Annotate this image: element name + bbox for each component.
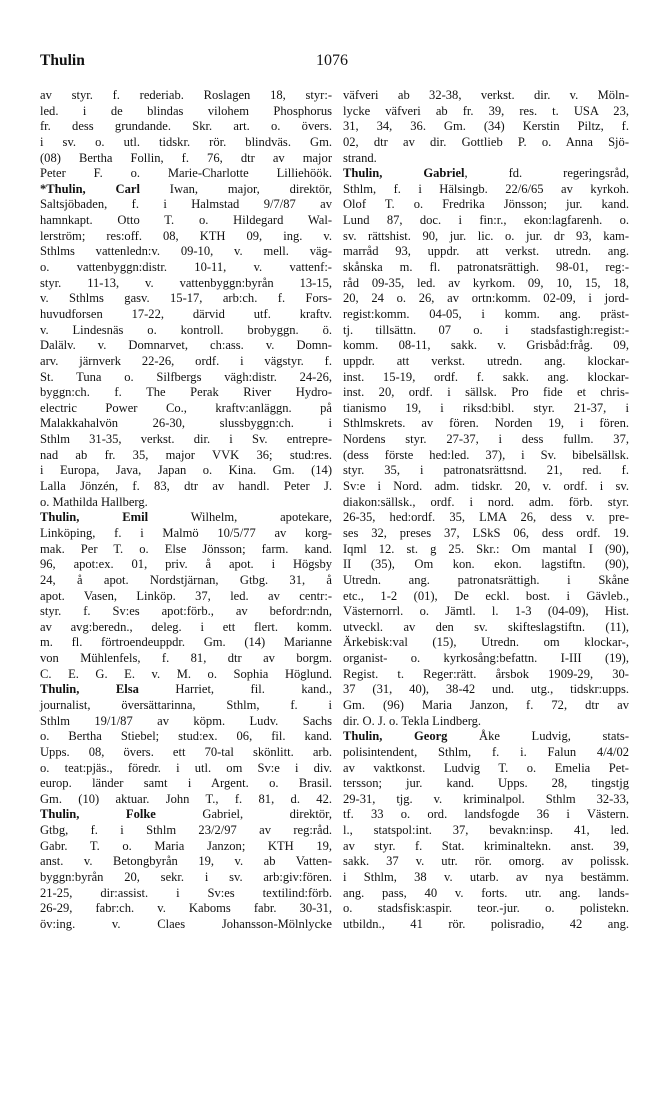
- text-line: 26-35, hed:ordf. 35, LMA 26, dess v. pre-: [343, 510, 629, 525]
- text-line: C. E. G. E. v. M. o. Sophia Höglund.: [40, 666, 332, 681]
- text-line: diakon:sällsk., ordf. i nord. adm. förb. styr.: [343, 494, 629, 509]
- text-line: 02, dtr av dir. Gottlieb P. o. Anna Sjö-: [343, 134, 629, 149]
- text-line: Västernorrl. o. Jämtl. l. 1-3 (04-09), Hist.: [343, 604, 629, 619]
- text-line: i Europa, Java, Japan o. Kina. Gm. (14): [40, 463, 332, 478]
- running-head-name: Thulin: [40, 52, 85, 69]
- text-line: styr. f. Sv:es apot:förb., av befordr:ndn,: [40, 604, 332, 619]
- text-line: Linköping, f. i Malmö 10/5/77 av korg-: [40, 525, 332, 540]
- text-line: polisintendent, Sthlm, f. i. Falun 4/4/02: [343, 744, 629, 759]
- text-line: Thulin, Folke Gabriel, direktör,: [40, 807, 332, 822]
- text-line: m. fl. förtroendeuppdr. Gm. (14) Marianne: [40, 635, 332, 650]
- text-line: Ärkebisk:val (15), Utredn. om klockar-,: [343, 635, 629, 650]
- text-line: Sthlm, f. i Hälsingb. 22/6/65 av kyrkoh.: [343, 181, 629, 196]
- text-line: Regist. t. Reger:rätt. årsbok 1909-29, 30-: [343, 666, 629, 681]
- text-line: Gm. (96) Maria Janzon, f. 72, dtr av: [343, 697, 629, 712]
- text-line: inst. 15-19, ordf. f. sakk. ang. klockar-: [343, 369, 629, 384]
- text-line: 29-31, tjg. v. kriminalpol. Sthlm 32-33,: [343, 791, 629, 806]
- text-line: Thulin, Elsa Harriet, fil. kand.,: [40, 682, 332, 697]
- text-line: 96, apot:ex. 01, priv. å apot. i Högsby: [40, 557, 332, 572]
- text-line: journalist, översättarinna, Sthlm, f. i: [40, 697, 332, 712]
- left-column: [40, 88, 332, 933]
- text-line: dir. O. J. o. Tekla Lindberg.: [343, 713, 482, 728]
- text-line: o. Bertha Stiebel; stud:ex. 06, fil. kand.: [40, 729, 332, 744]
- text-line: Sthlmskrets. av fören. Norden 19, i fören.: [343, 416, 629, 431]
- text-line: väfveri ab 32-38, verkst. dir. v. Möln-: [343, 88, 629, 102]
- text-line: i Sthlm, 38 v. utarb. av nya bestämm.: [343, 870, 629, 885]
- text-line: 31, 34, 36. Gm. (34) Kerstin Piltz, f.: [343, 119, 629, 134]
- text-line: mak. Per T. o. Else Jönsson; farm. kand.: [40, 541, 332, 556]
- text-line: hamnkapt. Otto T. o. Hildegard Wal-: [40, 213, 332, 228]
- text-line: v. Lindesnäs o. kontroll. brobyggn. ö.: [40, 322, 332, 337]
- text-line: Malakkahalvön 26-30, slussbyggn:ch. i: [40, 416, 332, 431]
- text-line: Gtbg, f. i Sthlm 23/2/97 av reg:råd.: [40, 823, 332, 838]
- text-line: Thulin, Gabriel, fd. regeringsråd,: [343, 166, 629, 181]
- text-line: l., statspol:int. 37, bevakn:insp. 41, led.: [343, 823, 629, 838]
- text-line: led. i de blindas vilohem Phosphorus: [40, 103, 332, 118]
- page-number: 1076: [316, 52, 348, 69]
- text-line: Sthlm 19/1/87 av köpm. Ludv. Sachs: [40, 713, 332, 728]
- text-line: strand.: [343, 150, 377, 165]
- text-line: Lund 87, doc. i fin:r., ekon:lagfarenh. o.: [343, 213, 629, 228]
- text-line: o. teat:pjäs., föredr. i utl. om Sv:e i div.: [40, 760, 332, 775]
- text-line: av styr. f. Stat. kriminaltekn. anst. 39,: [343, 838, 629, 853]
- text-line: o. stadsfisk:aspir. teor.-jur. o. polistekn.: [343, 901, 629, 916]
- right-column: [343, 88, 629, 933]
- text-line: II (35), Om kon. ekon. lagstiftn. (90),: [343, 557, 629, 572]
- entry-headword: *Thulin, Carl: [40, 181, 140, 196]
- text-line: Olof T. o. Fredrika Jönsson; jur. kand.: [343, 197, 629, 212]
- text-line: v. Sthlms gasv. 15-17, arb:ch. f. Fors-: [40, 291, 332, 306]
- text-line: (dess förste hed:led. 37), i Sv. bibelsällsk.: [343, 447, 629, 462]
- text-line: ses 32, preses 37, LSkS 06, dess ordf. 19.: [343, 525, 629, 540]
- text-line: styr. 11-13, v. vattenbyggn:byrån 13-15,: [40, 275, 332, 290]
- text-line: lerström; res:off. 08, KTH 09, ing. v.: [40, 228, 332, 243]
- text-line: tersson; jur. kand. Upps. 28, tingstjg: [343, 776, 629, 791]
- text-line: av vaktkonst. Ludvig T. o. Emelia Pet-: [343, 760, 629, 775]
- entry-headword: Thulin, Folke: [40, 807, 156, 822]
- text-line: anst. v. Betongbyrån 19, v. ab Vatten-: [40, 854, 332, 869]
- text-line: råd 09-35, led. av kyrkom. 09, 10, 15, 18,: [343, 275, 629, 290]
- text-line: utveckl. av den sv. skifteslagstiftn. (11),: [343, 619, 629, 634]
- text-line: sv. rättshist. 90, jur. lic. o. jur. dr 93, kam-: [343, 228, 629, 243]
- text-line: 37 (31, 40), 38-42 und. utg., tidskr:upps.: [343, 682, 629, 697]
- text-line: 21-25, dir:assist. i Sv:es textilind:förb.: [40, 885, 332, 900]
- text-line: Sthlms vattenledn:v. 09-10, v. mell. väg-: [40, 244, 332, 259]
- entry-headword: Thulin, Gabriel: [343, 166, 465, 181]
- text-line: inst. 20, ordf. i sällsk. Pro fide et chris-: [343, 385, 629, 400]
- text-line: av styr. f. rederiab. Roslagen 18, styr:-: [40, 88, 332, 102]
- text-line: apot. Vasen, Linköp. 37, led. av centr:-: [40, 588, 332, 603]
- text-line: uppdr. att verkst. utredn. ang. klockar-: [343, 353, 629, 368]
- text-line: o. vattenbyggn:distr. 10-11, v. vattenf:-: [40, 260, 332, 275]
- text-line: organist- o. kyrkosång:befattn. I-III (19),: [343, 651, 629, 666]
- text-line: tianismo 19, i riksd:bibl. styr. 21-37, i: [343, 400, 629, 415]
- text-line: byggn:ch. f. The Perak River Hydro-: [40, 385, 332, 400]
- text-line: komm. 08-11, sakk. v. Grisbåd:fråg. 09,: [343, 338, 629, 353]
- page-header: [40, 52, 624, 74]
- text-line: huvudforsen 17-22, därvid utf. kraftv.: [40, 306, 332, 321]
- text-line: öv:ing. v. Claes Johansson-Mölnlycke: [40, 916, 332, 931]
- text-line: arv. järnverk 22-26, ordf. i vägstyr. f.: [40, 353, 332, 368]
- entry-headword: Thulin, Emil: [40, 510, 149, 525]
- text-line: Gabr. T. o. Maria Janzon; KTH 19,: [40, 838, 332, 853]
- text-line: Dalälv. v. Domnarvet, ch:ass. v. Domn-: [40, 338, 332, 353]
- text-line: St. Tuna o. Silfbergs vägh:distr. 24-26,: [40, 369, 332, 384]
- text-line: tf. 33 o. ord. landsfogde 36 i Västern.: [343, 807, 629, 822]
- text-line: von Mühlenfels, f. 81, dtr av borgm.: [40, 651, 332, 666]
- entry-headword: Thulin, Elsa: [40, 682, 139, 697]
- text-line: utbildn., 41 rör. polisradio, 42 ang.: [343, 916, 629, 931]
- text-line: marråd 93, uppdr. att verkst. utredn. ang.: [343, 244, 629, 259]
- text-line: Thulin, Georg Åke Ludvig, stats-: [343, 729, 629, 744]
- text-line: byggn:byrån 20, sekr. i sv. arb:giv:fören.: [40, 870, 332, 885]
- text-line: (08) Bertha Follin, f. 76, dtr av major: [40, 150, 332, 165]
- text-line: styr. 35, i patronatsrättsnd. 21, red. f.: [343, 463, 629, 478]
- text-line: Upps. 08, övers. ett 70-tal skönlitt. arb.: [40, 744, 332, 759]
- text-line: tj. tillsättn. 07 o. i stadsfastigh:regist:-: [343, 322, 629, 337]
- text-line: etc., 1-2 (01), De eckl. bost. i Gävleb.,: [343, 588, 629, 603]
- text-line: Iqml 12. st. g 25. Skr.: Om mantal I (90),: [343, 541, 629, 556]
- text-line: sakk. 37 v. utr. rör. omorg. av polissk.: [343, 854, 629, 869]
- text-line: 20, 24 o. 26, av ortn:komm. 02-09, i jord-: [343, 291, 629, 306]
- text-line: fr. dess grundande. Skr. art. o. övers.: [40, 119, 332, 134]
- text-line: lycke väfveri ab fr. 39, res. t. USA 23,: [343, 103, 629, 118]
- text-line: Sv:e i Nord. adm. tidskr. 20, v. ordf. i sv.: [343, 479, 629, 494]
- text-line: europ. länder samt i Argent. o. Brasil.: [40, 776, 332, 791]
- text-line: Sthlm 31-35, verkst. dir. i Sv. entrepre-: [40, 432, 332, 447]
- text-line: ang. pass, 40 v. forts. utr. ang. lands-: [343, 885, 629, 900]
- text-line: Lalla Jönzén, f. 83, dtr av handl. Peter J.: [40, 479, 332, 494]
- text-line: Saltsjöbaden, f. i Halmstad 9/7/87 av: [40, 197, 332, 212]
- text-line: Nordens styr. 27-37, i dess fullm. 37,: [343, 432, 629, 447]
- text-line: Gm. (10) aktuar. John T., f. 81, d. 42.: [40, 791, 332, 806]
- text-line: regist:komm. 04-05, i komm. ang. präst-: [343, 306, 629, 321]
- entry-headword: Thulin, Georg: [343, 729, 448, 744]
- text-line: electric Power Co., kraftv:anläggn. på: [40, 400, 332, 415]
- text-line: o. Mathilda Hallberg.: [40, 494, 148, 509]
- text-line: Utredn. ang. patronatsrättigh. i Skåne: [343, 572, 629, 587]
- text-line: *Thulin, Carl Iwan, major, direktör,: [40, 181, 332, 196]
- text-line: nad ab fr. 35, major VVK 36; stud:res.: [40, 447, 332, 462]
- text-line: i sv. o. utl. tidskr. rör. blindväs. Gm.: [40, 134, 332, 149]
- text-line: skånska m. fl. patronatsrättigh. 98-01, reg:-: [343, 260, 629, 275]
- text-line: av avg:beredn., deleg. i ett flert. komm.: [40, 619, 332, 634]
- text-line: 26-29, fabr:ch. v. Kaboms fabr. 30-31,: [40, 901, 332, 916]
- text-line: 24, å apot. Nordstjärnan, Gtbg. 31, å: [40, 572, 332, 587]
- text-line: Thulin, Emil Wilhelm, apotekare,: [40, 510, 333, 525]
- text-line: Peter F. o. Marie-Charlotte Lilliehöök.: [40, 166, 332, 181]
